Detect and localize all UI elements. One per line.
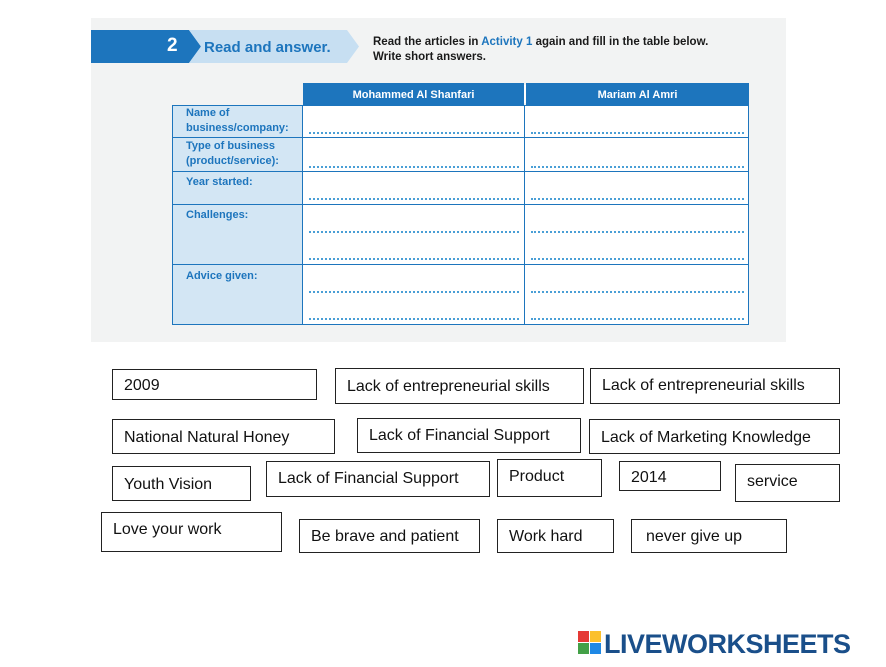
answer-tile[interactable]: Product xyxy=(497,459,602,497)
answer-blank[interactable] xyxy=(531,231,744,233)
answer-tile[interactable]: Lack of entrepreneurial skills xyxy=(335,368,584,404)
liveworksheets-mark-icon xyxy=(578,631,602,655)
row-divider xyxy=(172,137,749,138)
answer-tile[interactable]: 2009 xyxy=(112,369,317,400)
answer-tile[interactable]: National Natural Honey xyxy=(112,419,335,454)
answer-blank[interactable] xyxy=(531,318,744,320)
answer-blank[interactable] xyxy=(309,318,519,320)
activity-title: Read and answer. xyxy=(204,39,331,56)
answer-blank[interactable] xyxy=(309,132,519,134)
answer-tile[interactable]: Work hard xyxy=(497,519,614,553)
answer-tile[interactable]: Lack of Financial Support xyxy=(357,418,581,453)
row-label-business-type: Type of business (product/service): xyxy=(186,140,279,167)
logo-mark-square xyxy=(578,643,589,654)
instruction-text: Read the articles in xyxy=(373,36,482,48)
activity-banner xyxy=(91,30,359,63)
logo-mark-square xyxy=(590,631,601,642)
row-divider xyxy=(172,171,749,172)
answer-blank[interactable] xyxy=(309,291,519,293)
answer-tile[interactable]: never give up xyxy=(631,519,787,553)
answer-blank[interactable] xyxy=(531,291,744,293)
answer-tile[interactable]: service xyxy=(735,464,840,502)
row-divider xyxy=(172,264,749,265)
answer-tile[interactable]: 2014 xyxy=(619,461,721,491)
instruction-text: again and fill in the table below. xyxy=(532,36,709,48)
answer-blank[interactable] xyxy=(309,166,519,168)
row-label-challenges: Challenges: xyxy=(186,209,249,221)
instruction-line2: Write short answers. xyxy=(373,51,486,63)
activity-instructions xyxy=(373,35,708,65)
answer-blank[interactable] xyxy=(531,166,744,168)
answer-tile[interactable]: Love your work xyxy=(101,512,282,552)
answer-tile[interactable]: Lack of entrepreneurial skills xyxy=(590,368,840,404)
header-divider xyxy=(524,85,526,103)
answer-blank[interactable] xyxy=(309,198,519,200)
answer-table xyxy=(172,83,749,325)
logo-mark-square xyxy=(578,631,589,642)
answer-tile[interactable]: Youth Vision xyxy=(112,466,251,501)
row-divider xyxy=(172,204,749,205)
activity-number: 2 xyxy=(167,35,178,56)
answer-blank[interactable] xyxy=(531,132,744,134)
activity-link: Activity 1 xyxy=(481,36,533,48)
answer-tile[interactable]: Be brave and patient xyxy=(299,519,480,553)
logo-mark-square xyxy=(590,643,601,654)
answer-blank[interactable] xyxy=(531,258,744,260)
column-header-mohammed: Mohammed Al Shanfari xyxy=(303,83,524,105)
row-label-year-started: Year started: xyxy=(186,176,253,188)
liveworksheets-wordmark: LIVEWORKSHEETS xyxy=(604,629,851,659)
column-header-mariam: Mariam Al Amri xyxy=(526,83,749,105)
answer-blank[interactable] xyxy=(309,231,519,233)
answer-blank[interactable] xyxy=(531,198,744,200)
row-label-business-name: Name of business/company: xyxy=(186,107,289,134)
answer-tile[interactable]: Lack of Marketing Knowledge xyxy=(589,419,840,454)
answer-blank[interactable] xyxy=(309,258,519,260)
answer-tile[interactable]: Lack of Financial Support xyxy=(266,461,490,497)
column-divider xyxy=(524,105,525,325)
row-label-advice: Advice given: xyxy=(186,270,258,282)
